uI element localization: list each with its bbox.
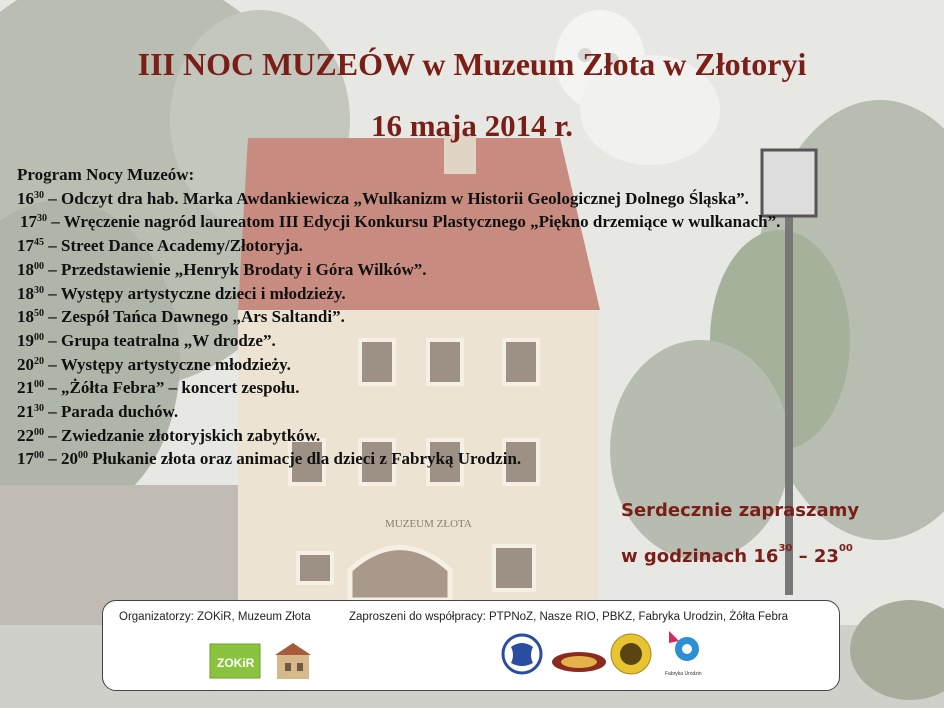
program-item xyxy=(17,305,780,329)
zokir-logo xyxy=(209,643,261,679)
program-item xyxy=(17,258,780,282)
program-list xyxy=(17,163,780,471)
program-item xyxy=(17,424,780,448)
program-hour: 21 xyxy=(17,378,34,398)
program-hour: 17 xyxy=(17,449,34,469)
program-minutes: 50 xyxy=(34,308,44,320)
invitation-hours: w godzinach $16^{30} - 23^{00}$ xyxy=(621,543,853,567)
program-description: – Występy artystyczne dzieci i młodzieży. xyxy=(44,283,346,303)
program-description: – Przedstawienie „Henryk Brodaty i Góra Wilków”. xyxy=(44,259,427,279)
program-description: – Street Dance Academy/Złotoryja. xyxy=(44,236,303,256)
ptpnoz-logo xyxy=(501,633,543,681)
program-minutes: 30 xyxy=(34,189,44,201)
program-item xyxy=(17,234,780,258)
program-item xyxy=(17,282,780,306)
program-hour: 18 xyxy=(17,259,34,279)
program-hour: 17 xyxy=(17,236,34,256)
program-hour: 17 xyxy=(20,212,37,232)
program-item xyxy=(17,447,780,471)
nasze-rio-logo xyxy=(551,647,607,677)
program-hour-end: 20 xyxy=(61,449,78,469)
svg-text:Fabryka Urodzin: Fabryka Urodzin xyxy=(665,671,702,677)
program-description: – Parada duchów. xyxy=(44,402,179,422)
program-minutes: 00 xyxy=(34,260,44,272)
program-minutes: 00 xyxy=(34,379,44,391)
program-description: Płukanie złota oraz animacje dla dzieci z Fabryką Urodzin. xyxy=(88,449,522,469)
program-description: – xyxy=(44,449,61,469)
program-hour: 22 xyxy=(17,425,34,445)
pbkz-logo xyxy=(610,631,652,677)
building-sign: MUZEUM ZŁOTA xyxy=(385,518,472,530)
program-item xyxy=(17,400,780,424)
program-minutes-end: 00 xyxy=(78,450,88,462)
program-minutes: 45 xyxy=(34,237,44,249)
program-item xyxy=(17,187,780,211)
program-hour: 19 xyxy=(17,330,34,350)
program-minutes: 00 xyxy=(34,426,44,438)
program-hour: 18 xyxy=(17,283,34,303)
program-description: – Zespół Tańca Dawnego „Ars Saltandi”. xyxy=(44,307,345,327)
program-hour: 16 xyxy=(17,188,34,208)
invitation-text: Serdecznie zapraszamy xyxy=(621,500,860,521)
program-minutes: 00 xyxy=(34,331,44,343)
event-date: 16 maja 2014 r. xyxy=(370,108,574,143)
program-description: – Odczyt dra hab. Marka Awdankiewicza „Wulkanizm w Historii Geologicznej Dolnego Śląska”. xyxy=(44,188,749,208)
fabryka-urodzin-logo xyxy=(665,629,709,679)
program-minutes: 20 xyxy=(34,355,44,367)
organizers-text: Organizatorzy: ZOKiR, Muzeum Złota xyxy=(119,611,311,623)
program-description: – Grupa teatralna „W drodze”. xyxy=(44,330,276,350)
poster-title: III NOC MUZEÓW w Muzeum Złota w Złotoryi xyxy=(137,46,807,82)
program-minutes: 30 xyxy=(37,213,47,225)
museum-logo xyxy=(271,641,315,679)
sponsors-footer xyxy=(102,600,840,691)
program-item xyxy=(17,376,780,400)
program-heading: Program Nocy Muzeów: xyxy=(17,165,195,184)
program-minutes: 30 xyxy=(34,403,44,415)
program-hour: 21 xyxy=(17,402,34,422)
program-item xyxy=(20,210,780,234)
program-item xyxy=(17,353,780,377)
program-hour: 18 xyxy=(17,307,34,327)
program-hour: 20 xyxy=(17,354,34,374)
program-minutes: 30 xyxy=(34,284,44,296)
program-description: – Wręczenie nagród laureatom III Edycji Konkursu Plastycznego „Piękno drzemiące w wulkanach”. xyxy=(47,212,781,232)
svg-text:ZOKiR: ZOKiR xyxy=(217,656,255,670)
program-minutes: 00 xyxy=(34,450,44,462)
program-description: – Występy artystyczne młodzieży. xyxy=(44,354,291,374)
program-description: – Zwiedzanie złotoryjskich zabytków. xyxy=(44,425,321,445)
partners-text: Zaproszeni do współpracy: PTPNoZ, Nasze RIO, PBKZ, Fabryka Urodzin, Żółta Febra xyxy=(349,611,789,623)
program-description: – „Żółta Febra” – koncert zespołu. xyxy=(44,378,300,398)
program-item xyxy=(17,329,780,353)
